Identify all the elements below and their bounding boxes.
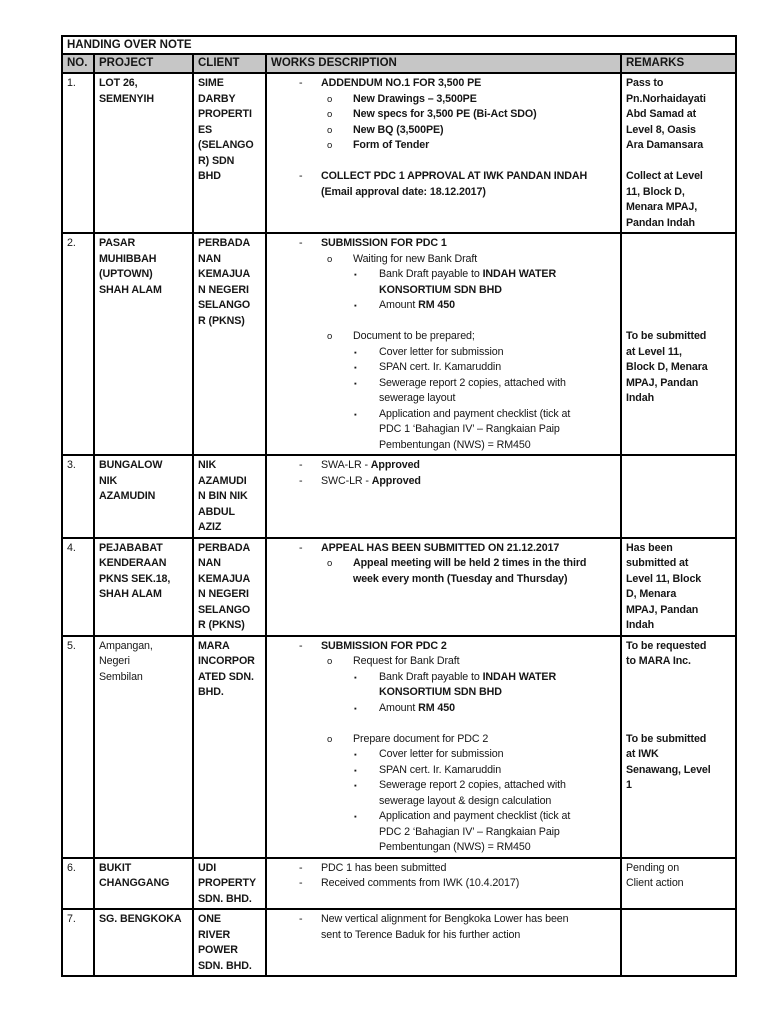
cell-remarks-line: Ara Damansara xyxy=(626,139,704,151)
cell-remarks-line: To be submitted xyxy=(626,732,707,745)
column-header-remarks: REMARKS xyxy=(621,54,736,73)
bullet-marker: - xyxy=(299,170,303,182)
works-item xyxy=(271,912,617,943)
cell-remarks-line xyxy=(626,283,732,299)
works-text: Pembentungan (NWS) = RM450 xyxy=(379,841,531,853)
cell-client-line: NIK xyxy=(198,459,217,471)
bullet-marker: ▪ xyxy=(354,363,357,372)
cell-remarks xyxy=(621,909,736,976)
table-row xyxy=(62,233,736,455)
works-text: Document to be prepared; xyxy=(353,330,475,342)
column-header-no: NO. xyxy=(62,54,94,73)
cell-client-line: MARA xyxy=(198,639,230,652)
works-text: PDC 1 has been submitted xyxy=(321,861,447,874)
bullet-marker: - xyxy=(299,474,303,487)
works-item xyxy=(271,345,617,361)
works-item xyxy=(271,861,617,877)
works-item xyxy=(271,639,617,655)
cell-remarks xyxy=(621,73,736,233)
works-item xyxy=(271,76,617,92)
cell-project xyxy=(94,858,193,910)
cell-remarks-line: submitted at xyxy=(626,557,689,569)
works-text: New vertical alignment for Bengkoka Lower has been xyxy=(321,913,569,925)
works-text: Bank Draft payable to xyxy=(379,268,483,280)
blank-line xyxy=(271,154,617,170)
cell-no: 4. xyxy=(62,538,94,636)
bullet-marker: - xyxy=(299,877,303,889)
works-text: New specs for 3,500 PE (Bi-Act SDO) xyxy=(353,108,537,120)
works-text: KONSORTIUM SDN BHD xyxy=(379,686,502,698)
cell-project-line: (UPTOWN) xyxy=(99,268,153,280)
cell-remarks-line: Indah xyxy=(626,619,654,631)
works-item xyxy=(271,169,617,200)
cell-client-line: R (PKNS) xyxy=(198,619,245,631)
works-text: INDAH WATER xyxy=(482,670,557,683)
cell-client-line: ATED SDN. xyxy=(198,670,254,683)
works-text: Bank Draft payable to xyxy=(379,670,483,683)
cell-remarks-line: Abd Samad at xyxy=(626,108,697,120)
bullet-marker: o xyxy=(327,733,333,745)
works-text: New Drawings – 3,500PE xyxy=(353,92,477,105)
table-row xyxy=(62,636,736,858)
cell-project xyxy=(94,73,193,233)
bullet-marker: ▪ xyxy=(354,378,357,388)
cell-remarks-line xyxy=(626,685,732,701)
cell-client-line: UDI xyxy=(198,861,217,874)
cell-client-line: ABDUL xyxy=(198,505,235,518)
cell-project-line: Ampangan, xyxy=(99,639,153,652)
bullet-marker: o xyxy=(327,558,333,569)
works-text: SPAN cert. Ir. Kamaruddin xyxy=(379,361,502,373)
cell-client-line: AZAMUDI xyxy=(198,474,247,487)
cell-works xyxy=(266,538,621,636)
cell-works xyxy=(266,233,621,455)
works-text: RM 450 xyxy=(418,299,455,311)
works-item xyxy=(271,747,617,763)
works-text: Cover letter for submission xyxy=(379,748,504,760)
works-text: Received comments from IWK (10.4.2017) xyxy=(321,877,520,889)
works-item xyxy=(271,267,617,298)
title-row xyxy=(62,36,736,54)
cell-remarks-line: MPAJ, Pandan xyxy=(626,376,699,389)
cell-remarks xyxy=(621,858,736,910)
cell-client-line: RIVER xyxy=(198,928,231,941)
cell-project xyxy=(94,636,193,858)
cell-client-line: ES xyxy=(198,123,213,136)
works-item xyxy=(271,701,617,717)
works-text: PDC 2 ‘Bahagian IV’ – Rangkaian Paip xyxy=(379,825,560,838)
cell-works xyxy=(266,73,621,233)
bullet-marker: - xyxy=(299,861,303,874)
cell-client-line: PERBADA xyxy=(198,541,251,554)
works-text: sewerage layout & design calculation xyxy=(379,794,552,807)
works-text: Prepare document for PDC 2 xyxy=(353,732,489,745)
cell-client-line: NAN xyxy=(198,252,221,265)
works-item xyxy=(271,329,617,345)
cell-remarks xyxy=(621,636,736,858)
works-item xyxy=(271,138,617,154)
cell-project-line: SEMENYIH xyxy=(99,92,155,105)
cell-remarks-line: To be requested xyxy=(626,639,707,652)
works-text: Application and payment checklist (tick at xyxy=(379,407,571,420)
cell-client-line: PERBADA xyxy=(198,237,251,249)
cell-remarks-line: Level 8, Oasis xyxy=(626,123,696,136)
works-item xyxy=(271,778,617,809)
cell-remarks-line xyxy=(626,716,732,732)
works-text: INDAH WATER xyxy=(482,268,557,280)
cell-client-line: N BIN NIK xyxy=(198,490,248,502)
works-item xyxy=(271,541,617,557)
bullet-marker: - xyxy=(299,77,303,89)
cell-remarks-line: at Level 11, xyxy=(626,345,682,358)
cell-no: 3. xyxy=(62,455,94,538)
cell-remarks-line: Block D, Menara xyxy=(626,361,708,373)
cell-project-line: LOT 26, xyxy=(99,77,138,89)
works-item xyxy=(271,876,617,892)
cell-project-line: PKNS SEK.18, xyxy=(99,572,171,585)
cell-project xyxy=(94,233,193,455)
bullet-marker: o xyxy=(327,109,333,120)
cell-project-line: SG. BENGKOKA xyxy=(99,913,182,925)
cell-client-line: PROPERTI xyxy=(198,108,252,120)
cell-client xyxy=(193,73,266,233)
cell-remarks-line: 11, Block D, xyxy=(626,185,685,198)
cell-client-line: BHD xyxy=(198,170,221,182)
works-item xyxy=(271,556,617,587)
works-text: Approved xyxy=(370,459,420,471)
bullet-marker: ▪ xyxy=(354,703,357,713)
cell-remarks-line: D, Menara xyxy=(626,588,677,600)
works-text: Sewerage report 2 copies, attached with xyxy=(379,376,566,389)
cell-client-line: KEMAJUA xyxy=(198,572,251,585)
cell-client-line: SELANGO xyxy=(198,299,251,311)
cell-client-line: NAN xyxy=(198,557,221,569)
bullet-marker: - xyxy=(299,639,303,652)
bullet-marker: ▪ xyxy=(354,409,357,419)
works-text: ADDENDUM NO.1 FOR 3,500 PE xyxy=(321,77,482,89)
cell-works xyxy=(266,858,621,910)
cell-remarks-line xyxy=(626,252,732,268)
cell-client-line: BHD. xyxy=(198,686,224,698)
cell-remarks-line: at IWK xyxy=(626,748,659,760)
works-text: SUBMISSION FOR PDC 1 xyxy=(321,237,447,249)
cell-client-line: (SELANGO xyxy=(198,139,254,151)
cell-works xyxy=(266,909,621,976)
bullet-marker: o xyxy=(327,656,333,667)
cell-client xyxy=(193,455,266,538)
works-text: (Email approval date: 18.12.2017) xyxy=(321,185,486,198)
cell-client-line: SELANGO xyxy=(198,603,251,616)
cell-project-line: AZAMUDIN xyxy=(99,490,156,502)
cell-client-line: PROPERTY xyxy=(198,877,256,889)
cell-client xyxy=(193,538,266,636)
cell-project-line: BUKIT xyxy=(99,861,132,874)
cell-client-line: ONE xyxy=(198,913,221,925)
cell-works xyxy=(266,455,621,538)
cell-remarks-line xyxy=(626,267,732,283)
bullet-marker: - xyxy=(299,459,303,471)
works-item xyxy=(271,236,617,252)
cell-remarks-line: Client action xyxy=(626,877,684,889)
cell-client-line: SDN. BHD. xyxy=(198,959,252,972)
works-text: RM 450 xyxy=(418,701,455,714)
works-item xyxy=(271,360,617,376)
bullet-marker: ▪ xyxy=(354,781,357,790)
cell-client-line: SDN. BHD. xyxy=(198,892,252,905)
bullet-marker: ▪ xyxy=(354,750,357,759)
cell-remarks-line xyxy=(626,670,732,686)
cell-project-line: SHAH ALAM xyxy=(99,283,162,296)
works-item xyxy=(271,474,617,490)
column-header-row xyxy=(62,54,736,73)
cell-project xyxy=(94,909,193,976)
works-text: Amount xyxy=(379,299,419,311)
cell-remarks-line: Level 11, Block xyxy=(626,572,702,585)
cell-remarks-line xyxy=(626,298,732,314)
cell-no: 5. xyxy=(62,636,94,858)
cell-client-line: N NEGERI xyxy=(198,588,249,600)
table-row xyxy=(62,455,736,538)
works-text: Amount xyxy=(379,701,419,714)
works-item xyxy=(271,763,617,779)
cell-remarks-line: To be submitted xyxy=(626,330,707,342)
works-item xyxy=(271,458,617,474)
works-text: week every month (Tuesday and Thursday) xyxy=(353,572,568,585)
cell-client-line: R (PKNS) xyxy=(198,314,245,327)
blank-line xyxy=(271,716,617,732)
column-header-works-description: WORKS DESCRIPTION xyxy=(266,54,621,73)
cell-project xyxy=(94,538,193,636)
cell-remarks-line: Has been xyxy=(626,541,673,554)
cell-remarks-line xyxy=(626,314,732,330)
cell-project-line: Negeri xyxy=(99,655,130,667)
cell-remarks xyxy=(621,455,736,538)
cell-client-line: KEMAJUA xyxy=(198,268,251,280)
works-item xyxy=(271,376,617,407)
table-body xyxy=(62,73,736,976)
cell-client-line: POWER xyxy=(198,944,238,956)
works-text: SWC-LR - xyxy=(321,474,372,487)
works-text: SWA-LR - xyxy=(321,459,371,471)
cell-project-line: CHANGGANG xyxy=(99,877,170,889)
table-title: HANDING OVER NOTE xyxy=(62,36,736,54)
cell-remarks xyxy=(621,538,736,636)
works-text: KONSORTIUM SDN BHD xyxy=(379,283,502,296)
bullet-marker: o xyxy=(327,253,333,265)
cell-remarks-line: Pending on xyxy=(626,861,680,874)
cell-remarks-line: 1 xyxy=(626,779,632,791)
works-text: Appeal meeting will be held 2 times in the third xyxy=(353,557,587,569)
cell-project-line: SHAH ALAM xyxy=(99,588,162,600)
table-row xyxy=(62,858,736,910)
cell-client xyxy=(193,233,266,455)
column-header-project: PROJECT xyxy=(94,54,193,73)
cell-remarks-line: to MARA Inc. xyxy=(626,655,691,667)
cell-no: 1. xyxy=(62,73,94,233)
bullet-marker: ▪ xyxy=(354,812,357,821)
works-text: Request for Bank Draft xyxy=(353,655,460,667)
bullet-marker: o xyxy=(327,140,333,151)
cell-project xyxy=(94,455,193,538)
works-text: SPAN cert. Ir. Kamaruddin xyxy=(379,763,502,776)
handover-table xyxy=(61,35,737,977)
bullet-marker: ▪ xyxy=(354,672,357,682)
cell-remarks-line: MPAJ, Pandan xyxy=(626,603,699,616)
column-header-client: CLIENT xyxy=(193,54,266,73)
cell-remarks-line xyxy=(626,701,732,717)
cell-project-line: KENDERAAN xyxy=(99,557,167,569)
works-text: New BQ (3,500PE) xyxy=(353,123,444,136)
works-item xyxy=(271,298,617,314)
works-item xyxy=(271,252,617,268)
table-row xyxy=(62,73,736,233)
works-text: Pembentungan (NWS) = RM450 xyxy=(379,438,531,451)
works-text: PDC 1 ‘Bahagian IV’ – Rangkaian Paip xyxy=(379,423,560,435)
cell-client-line: AZIZ xyxy=(198,521,222,533)
cell-project-line: NIK xyxy=(99,474,118,487)
bullet-marker: - xyxy=(299,541,303,554)
works-item xyxy=(271,732,617,748)
cell-client-line: R) SDN xyxy=(198,154,235,167)
bullet-marker: - xyxy=(299,913,303,925)
cell-client-line: N NEGERI xyxy=(198,283,249,296)
cell-project-line: Sembilan xyxy=(99,670,143,683)
cell-remarks-line: Senawang, Level xyxy=(626,763,711,776)
works-text: COLLECT PDC 1 APPROVAL AT IWK PANDAN INDAH xyxy=(321,170,588,182)
cell-no: 2. xyxy=(62,233,94,455)
works-text: Waiting for new Bank Draft xyxy=(353,252,478,265)
works-text: Cover letter for submission xyxy=(379,345,504,358)
works-item xyxy=(271,809,617,856)
works-item xyxy=(271,123,617,139)
works-item xyxy=(271,107,617,123)
cell-project-line: MUHIBBAH xyxy=(99,252,157,265)
works-item xyxy=(271,407,617,454)
table-row xyxy=(62,909,736,976)
cell-project-line: BUNGALOW xyxy=(99,459,163,471)
works-text: Form of Tender xyxy=(353,139,430,151)
works-text: Sewerage report 2 copies, attached with xyxy=(379,779,566,791)
cell-project-line: PEJABABAT xyxy=(99,541,163,554)
works-item xyxy=(271,654,617,670)
bullet-marker: ▪ xyxy=(354,270,357,279)
works-text: Approved xyxy=(371,474,421,487)
table-row xyxy=(62,538,736,636)
bullet-marker: o xyxy=(327,93,333,105)
bullet-marker: - xyxy=(299,237,303,249)
cell-works xyxy=(266,636,621,858)
cell-project-line: PASAR xyxy=(99,237,136,249)
works-text: SUBMISSION FOR PDC 2 xyxy=(321,639,447,652)
cell-client-line: SIME xyxy=(198,77,224,89)
bullet-marker: o xyxy=(327,331,333,342)
bullet-marker: ▪ xyxy=(354,301,357,310)
cell-no: 6. xyxy=(62,858,94,910)
cell-no: 7. xyxy=(62,909,94,976)
works-text: Application and payment checklist (tick at xyxy=(379,810,571,822)
cell-remarks-line: Indah xyxy=(626,392,654,404)
works-item xyxy=(271,670,617,701)
cell-remarks-line: Pandan Indah xyxy=(626,216,695,229)
cell-remarks-line: Menara MPAJ, xyxy=(626,201,698,213)
cell-remarks-line: Collect at Level xyxy=(626,170,703,182)
cell-client xyxy=(193,909,266,976)
cell-client-line: DARBY xyxy=(198,92,236,105)
works-text: sewerage layout xyxy=(379,392,456,404)
bullet-marker: ▪ xyxy=(354,765,357,775)
cell-client xyxy=(193,636,266,858)
blank-line xyxy=(271,314,617,330)
works-item xyxy=(271,92,617,108)
cell-remarks-line: Pn.Norhaidayati xyxy=(626,92,706,105)
cell-remarks-line xyxy=(626,236,732,252)
works-text: APPEAL HAS BEEN SUBMITTED ON 21.12.2017 xyxy=(321,541,560,554)
cell-client xyxy=(193,858,266,910)
works-text: sent to Terence Baduk for his further action xyxy=(321,928,521,941)
bullet-marker: ▪ xyxy=(354,347,357,357)
bullet-marker: o xyxy=(327,124,333,136)
cell-remarks xyxy=(621,233,736,455)
cell-remarks-line: Pass to xyxy=(626,77,664,89)
cell-client-line: INCORPOR xyxy=(198,655,255,667)
cell-remarks-line xyxy=(626,154,732,170)
